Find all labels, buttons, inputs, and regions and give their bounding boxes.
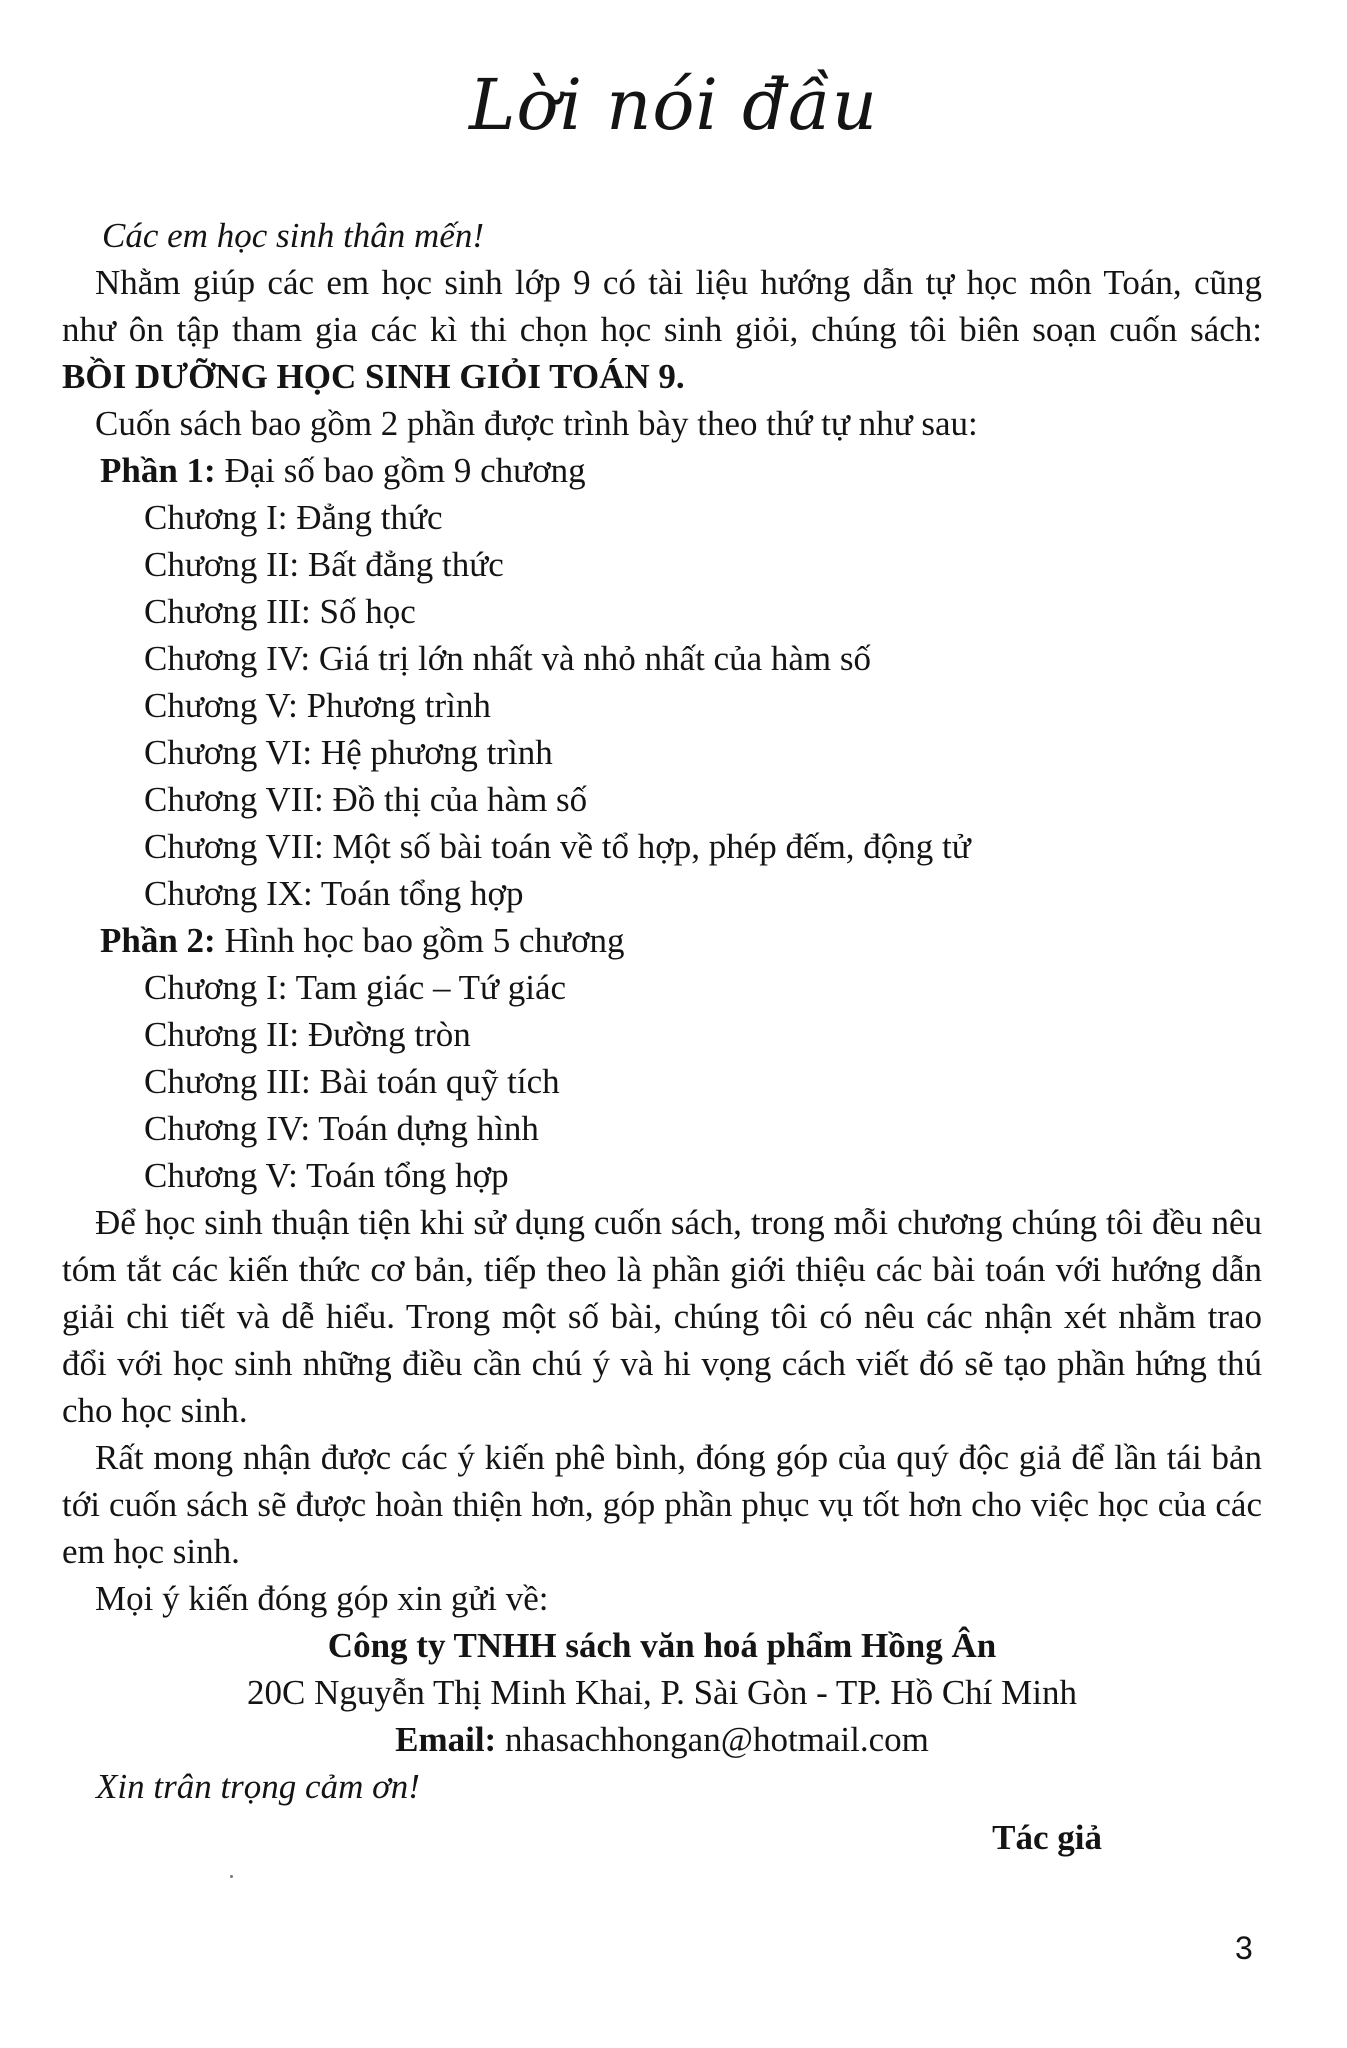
part2-chapter: Chương II: Đường tròn — [144, 1015, 471, 1054]
thanks-line: Xin trân trọng cảm ơn! — [96, 1767, 420, 1806]
page-title: Lời nói đầu — [469, 64, 878, 146]
structure-intro: Cuốn sách bao gồm 2 phần được trình bày theo thứ tự như sau: — [95, 404, 978, 443]
part2-label: Phần 2: — [100, 921, 216, 960]
part1-chapter: Chương VI: Hệ phương trình — [144, 733, 553, 772]
part2-desc: Hình học bao gồm 5 chương — [215, 921, 625, 960]
page-number: 3 — [1235, 1930, 1253, 1966]
part2-chapter: Chương III: Bài toán quỹ tích — [144, 1062, 560, 1101]
part2-heading — [62, 917, 1262, 964]
intro-text: Nhằm giúp các em học sinh lớp 9 có tài liệu hướng dẫn tự học môn Toán, cũng như ôn tập tham gia các kì thi chọn học sinh giỏi, chúng tôi biên soạn cuốn sách: — [62, 263, 1262, 349]
feedback-paragraph: Rất mong nhận được các ý kiến phê bình, đóng góp của quý độc giả để lần tái bản tới cuốn sách sẽ được hoàn thiện hơn, góp phần phục vụ tốt hơn cho việc học của các em học sinh. — [62, 1438, 1262, 1571]
company-name: Công ty TNHH sách văn hoá phẩm Hồng Ân — [327, 1626, 997, 1665]
usage-paragraph: Để học sinh thuận tiện khi sử dụng cuốn sách, trong mỗi chương chúng tôi đều nêu tóm tắt các kiến thức cơ bản, tiếp theo là phần giới thiệu các bài toán với hướng dẫn giải chi tiết và dễ hiểu. Trong một số bài, chúng tôi có nêu các nhận xét nhằm trao đổi với học sinh những điều cần chú ý và hi vọng cách viết đó sẽ tạo phần hứng thú cho học sinh. — [62, 1203, 1262, 1430]
part2-chapter: Chương I: Tam giác – Tứ giác — [144, 968, 567, 1007]
part1-chapter: Chương VII: Đồ thị của hàm số — [144, 780, 588, 819]
part1-heading — [62, 447, 1262, 494]
preface-body — [62, 212, 1262, 1861]
author-signature: Tác giả — [992, 1818, 1102, 1857]
book-title-end: . — [675, 357, 685, 396]
part1-chapter: Chương IV: Giá trị lớn nhất và nhỏ nhất của hàm số — [144, 639, 872, 678]
part1-chapter: Chương V: Phương trình — [144, 686, 491, 725]
email-address: nhasachhongan@hotmail.com — [496, 1720, 929, 1759]
part1-label: Phần 1: — [100, 451, 216, 490]
email-label: Email: — [395, 1720, 497, 1759]
part1-chapter: Chương II: Bất đẳng thức — [144, 545, 504, 584]
part1-chapter: Chương I: Đẳng thức — [144, 498, 443, 537]
part2-chapter: Chương V: Toán tổng hợp — [144, 1156, 509, 1195]
email-line — [62, 1716, 1262, 1763]
part1-chapter: Chương IX: Toán tổng hợp — [144, 874, 524, 913]
part1-chapter: Chương III: Số học — [144, 592, 416, 631]
speck-mark — [230, 1875, 233, 1878]
part2-chapter: Chương IV: Toán dựng hình — [144, 1109, 539, 1148]
book-title: BỒI DƯỠNG HỌC SINH GIỎI TOÁN 9 — [62, 357, 676, 396]
contact-intro: Mọi ý kiến đóng góp xin gửi về: — [95, 1579, 549, 1618]
company-address: 20C Nguyễn Thị Minh Khai, P. Sài Gòn - TP. Hồ Chí Minh — [246, 1673, 1078, 1712]
greeting: Các em học sinh thân mến! — [102, 216, 485, 255]
part1-desc: Đại số bao gồm 9 chương — [215, 451, 586, 490]
intro-paragraph — [62, 259, 1262, 400]
part1-chapter: Chương VII: Một số bài toán về tổ hợp, phép đếm, động tử — [144, 827, 971, 866]
